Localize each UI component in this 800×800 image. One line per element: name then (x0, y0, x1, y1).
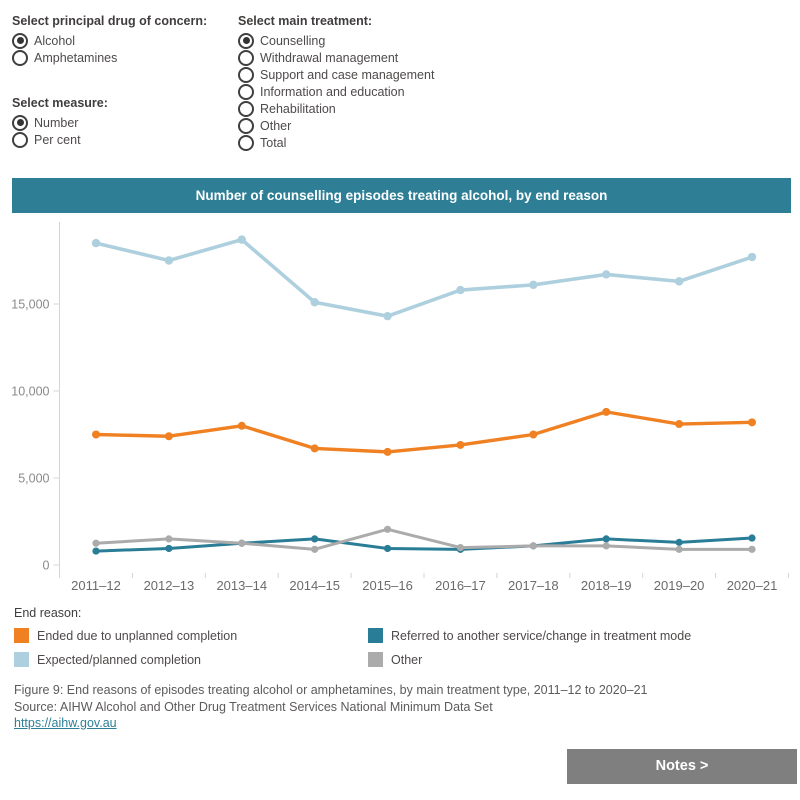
radio-option[interactable] (238, 117, 434, 134)
radio-option-label: Other (260, 118, 292, 133)
series-marker (384, 545, 391, 552)
filter-group-drug-title: Select principal drug of concern: (12, 14, 208, 28)
filter-group-measure (12, 96, 108, 148)
series-marker (311, 546, 318, 553)
series-marker (165, 535, 172, 542)
series-marker (311, 535, 318, 542)
legend-label-unplanned: Ended due to unplanned completion (37, 628, 238, 643)
source-link[interactable]: https://aihw.gov.au (14, 716, 117, 730)
series-marker (603, 542, 610, 549)
radio-selected-icon (238, 33, 254, 49)
footer (14, 682, 648, 732)
legend-label-other: Other (391, 652, 423, 667)
legend-swatch-unplanned (14, 628, 29, 643)
filter-group-measure-options (12, 114, 108, 148)
x-axis-category-label: 2020–21 (726, 578, 778, 593)
series-marker (603, 535, 610, 542)
series-marker (675, 420, 683, 428)
radio-option[interactable] (12, 49, 207, 66)
series-marker (384, 526, 391, 533)
radio-unselected-icon (238, 135, 254, 151)
series-marker (675, 277, 683, 285)
radio-option-label: Counselling (260, 33, 326, 48)
series-marker (748, 534, 755, 541)
series-marker (457, 544, 464, 551)
legend-title: End reason: (14, 606, 82, 620)
x-axis-category-label: 2013–14 (216, 578, 268, 593)
line-chart-svg (0, 200, 800, 600)
series-marker (92, 239, 100, 247)
radio-option-label: Per cent (34, 132, 81, 147)
series-marker (602, 270, 610, 278)
series-marker (676, 539, 683, 546)
series-marker (748, 418, 756, 426)
radio-option[interactable] (12, 32, 207, 49)
notes-button[interactable] (567, 749, 797, 784)
x-axis-category-label: 2016–17 (435, 578, 486, 593)
series-marker (92, 547, 99, 554)
x-axis-category-label: 2018–19 (580, 578, 632, 593)
legend-grid (14, 628, 786, 667)
radio-option[interactable] (238, 66, 434, 83)
series-line (96, 412, 752, 452)
y-axis-tick-label: 5,000 (18, 471, 50, 486)
radio-option[interactable] (238, 83, 434, 100)
legend-swatch-expected (14, 652, 29, 667)
radio-option-label: Withdrawal management (260, 50, 399, 65)
series-marker (676, 546, 683, 553)
radio-unselected-icon (238, 84, 254, 100)
radio-selected-icon (12, 115, 28, 131)
y-axis-tick-label: 15,000 (11, 297, 50, 312)
radio-unselected-icon (238, 101, 254, 117)
legend-item-referred[interactable] (368, 628, 786, 643)
radio-option-label: Amphetamines (34, 50, 118, 65)
filter-group-treatment (238, 14, 434, 151)
radio-option-label: Total (260, 135, 287, 150)
filter-group-drug-options (12, 32, 207, 66)
x-axis-category-label: 2012–13 (143, 578, 195, 593)
notes-button-label: Notes > (655, 758, 709, 774)
legend-item-expected[interactable] (14, 652, 368, 667)
radio-option[interactable] (12, 131, 108, 148)
series-marker (530, 542, 537, 549)
series-marker (311, 444, 319, 452)
series-marker (456, 441, 464, 449)
radio-selected-icon (12, 33, 28, 49)
legend-swatch-referred (368, 628, 383, 643)
series-line (96, 240, 752, 317)
series-marker (165, 432, 173, 440)
radio-option-label: Information and education (260, 84, 405, 99)
series-marker (456, 286, 464, 294)
radio-unselected-icon (238, 118, 254, 134)
series-marker (748, 546, 755, 553)
radio-unselected-icon (12, 132, 28, 148)
radio-unselected-icon (12, 50, 28, 66)
legend-item-other[interactable] (368, 652, 786, 667)
series-marker (92, 431, 100, 439)
legend-label-referred: Referred to another service/change in treatment mode (391, 628, 692, 643)
series-marker (310, 298, 318, 306)
radio-option-label: Rehabilitation (260, 101, 336, 116)
radio-option[interactable] (12, 114, 108, 131)
series-marker (383, 312, 391, 320)
radio-option[interactable] (238, 49, 434, 66)
legend-item-unplanned[interactable] (14, 628, 368, 643)
filter-group-treatment-title: Select main treatment: (238, 14, 373, 28)
filter-group-measure-title: Select measure: (12, 96, 108, 110)
figure-caption: Figure 9: End reasons of episodes treating alcohol or amphetamines, by main treatment type, 2011–12 to 2020–21 (14, 683, 648, 697)
radio-unselected-icon (238, 67, 254, 83)
radio-option[interactable] (238, 32, 434, 49)
radio-option-label: Alcohol (34, 33, 75, 48)
radio-unselected-icon (238, 50, 254, 66)
chart-legend (14, 606, 786, 667)
series-marker (92, 540, 99, 547)
chart-title: Number of counselling episodes treating alcohol, by end reason (195, 188, 608, 203)
x-axis-category-label: 2019–20 (653, 578, 705, 593)
series-marker (238, 422, 246, 430)
series-marker (529, 431, 537, 439)
radio-option[interactable] (238, 134, 434, 151)
legend-label-expected: Expected/planned completion (37, 652, 202, 667)
y-axis-tick-label: 10,000 (11, 384, 50, 399)
legend-swatch-other (368, 652, 383, 667)
y-axis-tick-label: 0 (42, 558, 50, 573)
filter-group-drug (12, 14, 207, 66)
x-axis-category-label: 2011–12 (71, 578, 121, 593)
radio-option-label: Number (34, 115, 79, 130)
series-marker (748, 253, 756, 261)
x-axis-category-label: 2014–15 (289, 578, 340, 593)
series-marker (238, 235, 246, 243)
radio-option-label: Support and case management (260, 67, 435, 82)
filter-group-treatment-options (238, 32, 434, 151)
source-line: Source: AIHW Alcohol and Other Drug Treatment Services National Minimum Data Set (14, 699, 493, 714)
x-axis-category-label: 2017–18 (508, 578, 559, 593)
series-marker (529, 281, 537, 289)
series-marker (165, 545, 172, 552)
radio-option[interactable] (238, 100, 434, 117)
line-chart (0, 200, 800, 600)
series-marker (238, 540, 245, 547)
series-marker (165, 256, 173, 264)
series-marker (602, 408, 610, 416)
x-axis-category-label: 2015–16 (362, 578, 413, 593)
series-marker (384, 448, 392, 456)
